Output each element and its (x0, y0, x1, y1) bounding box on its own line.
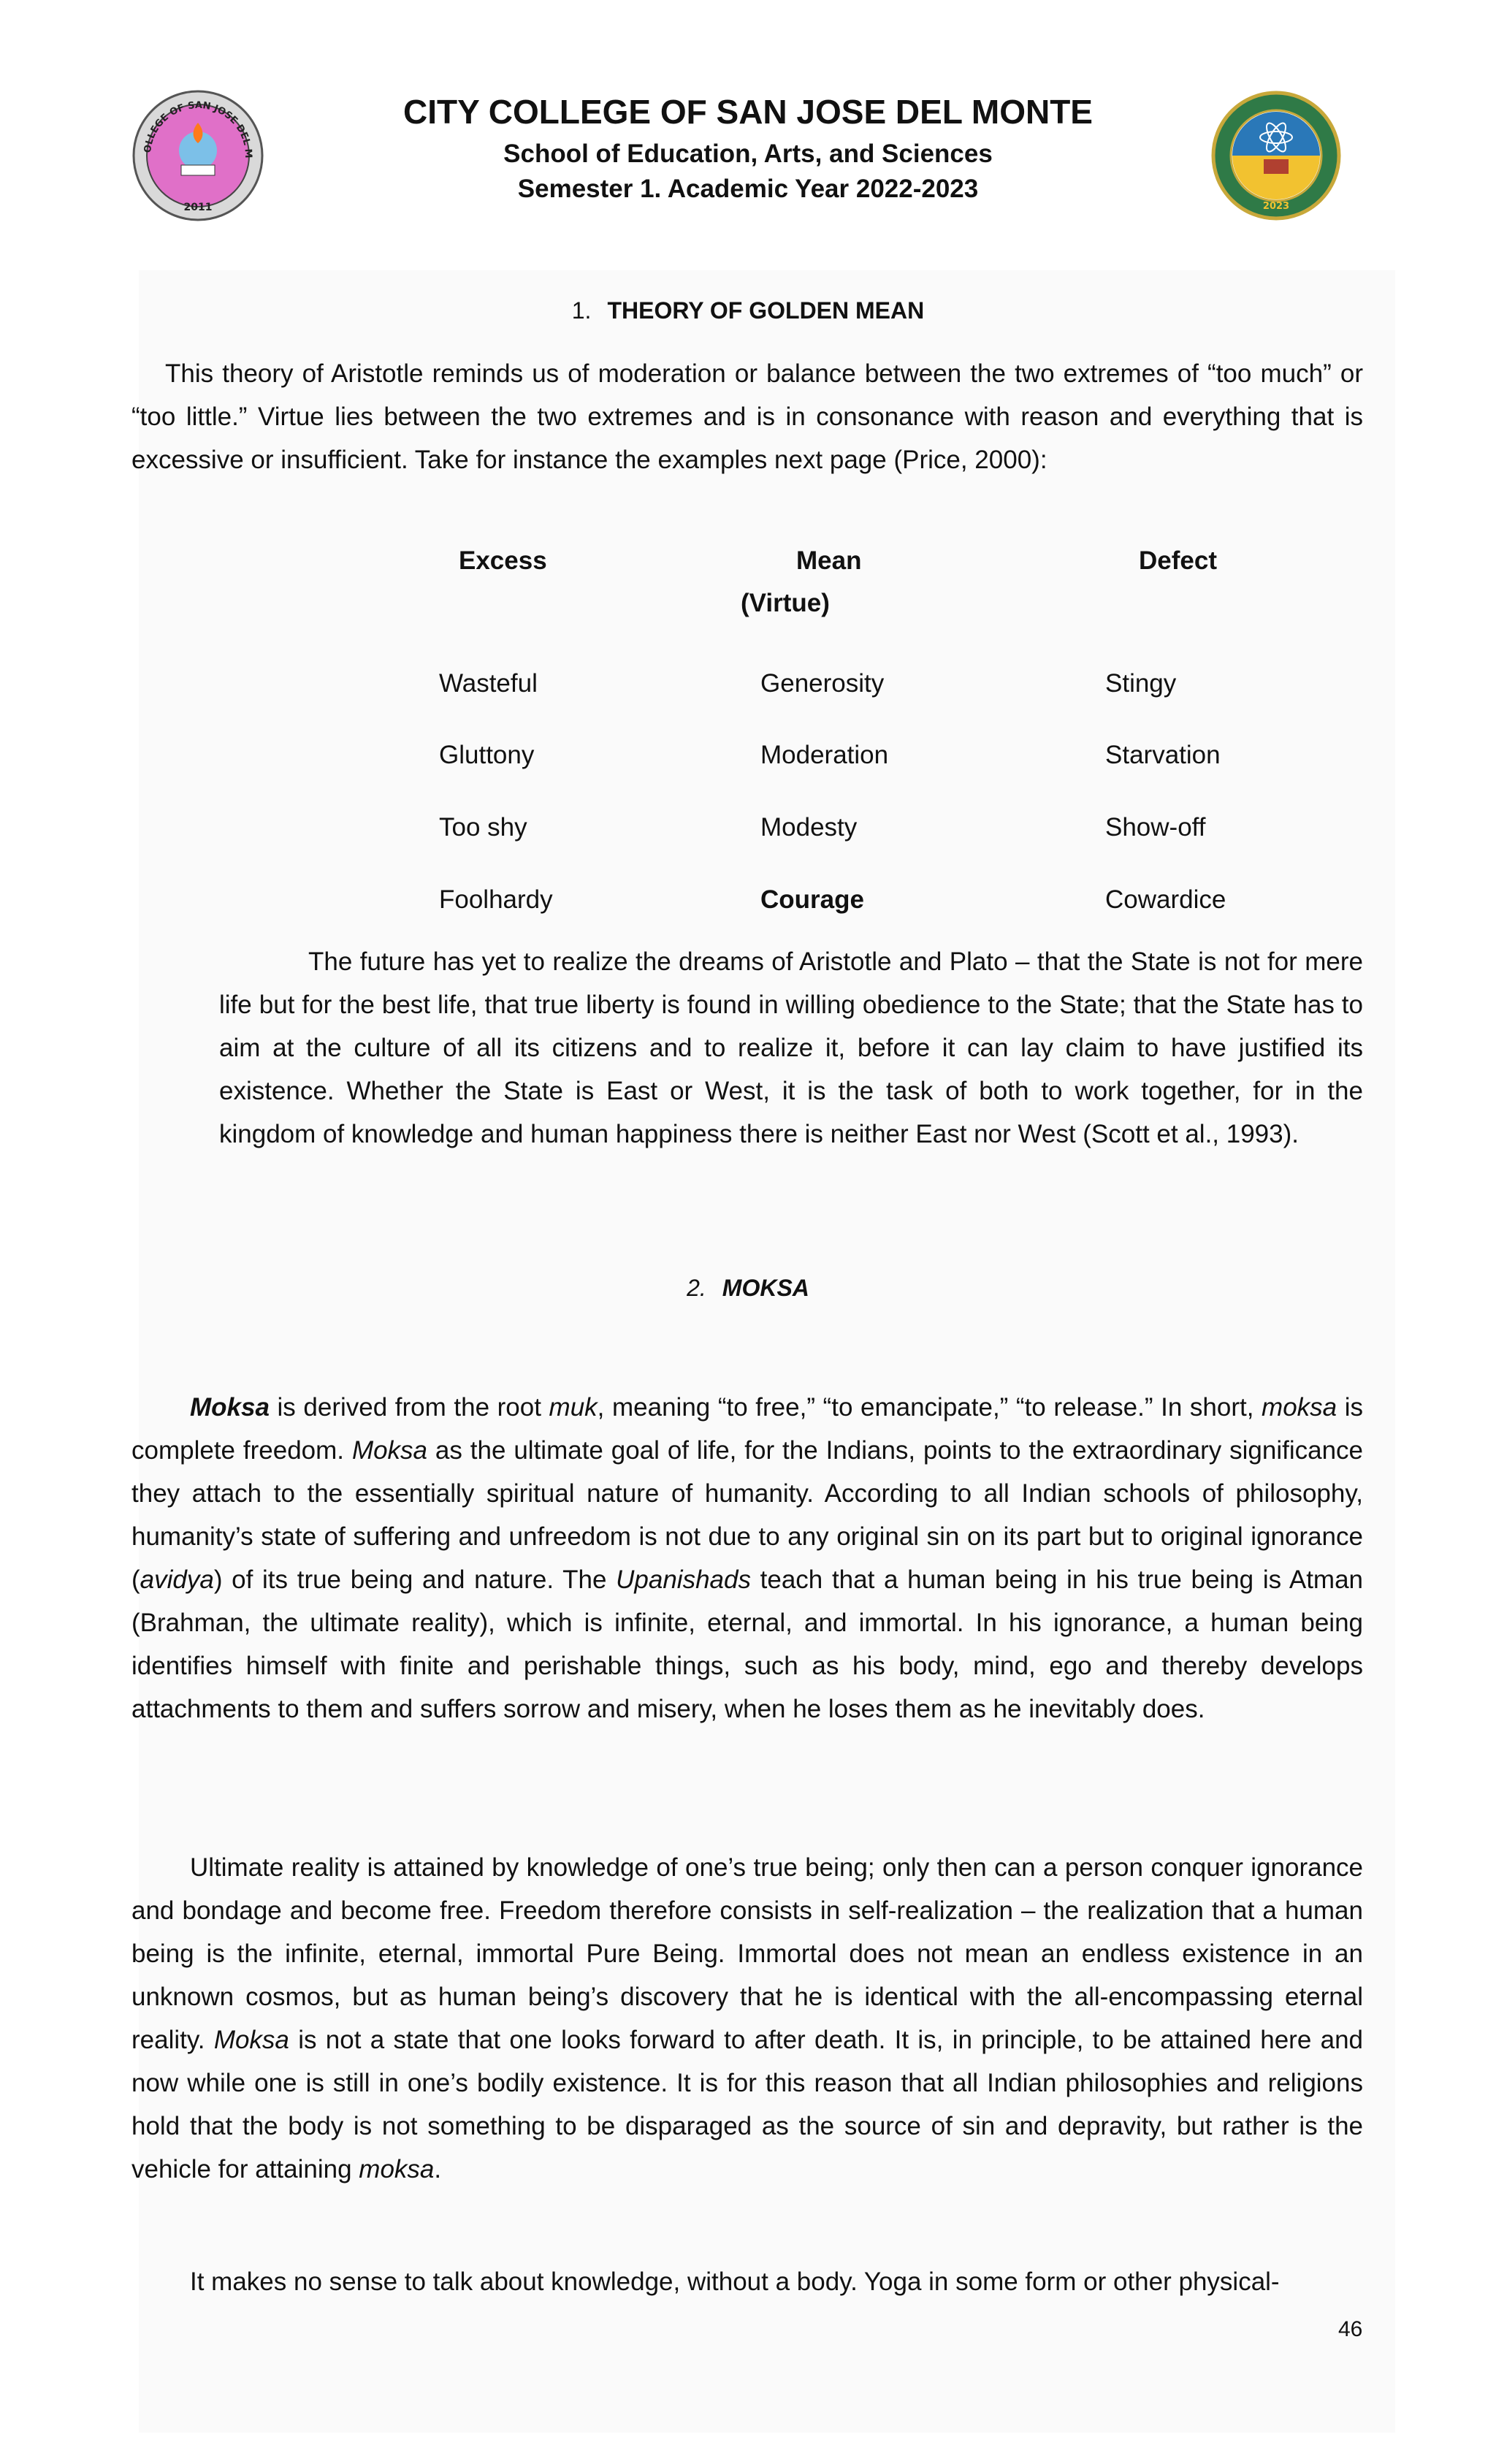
text-run: Moksa (351, 1436, 428, 1465)
text-run: muk (549, 1393, 598, 1422)
semester-line: Semester 1. Academic Year 2022-2023 (517, 175, 979, 203)
section-1-number: 1. (571, 297, 592, 324)
section-2-heading (0, 1275, 1496, 1302)
section-1-title: THEORY OF GOLDEN MEAN (607, 297, 925, 324)
table-cell: Moderation (760, 741, 889, 769)
col-header-mean-sub: (Virtue) (741, 589, 830, 617)
text-run: teach that a human being in his true being is Atman (Brahman, the ultimate reality), which is infinite, eternal, and immortal. In his ignorance, a human being identifies himself with finite and perishable things, such as his body, mind, ego and thereby develops attachments to them and suffers sorrow and misery, when he loses them as he inevitably does. (131, 1565, 1364, 1723)
section-1-heading (0, 297, 1496, 324)
table-cell: Cowardice (1105, 885, 1226, 914)
text-run: as the ultimate goal of life, for the Indians, points to the extraordinary significance they attach to the essentially spiritual nature of humanity. According to all Indian schools of philosophy, humanity’s state of suffering and unfreedom is not due to any original sin on its part but to original ignorance ( (131, 1436, 1363, 1594)
left-logo-year: 2011 (183, 202, 213, 213)
moksa-term: Moksa (190, 1393, 270, 1422)
table-cell: Wasteful (439, 669, 538, 698)
college-name: CITY COLLEGE OF SAN JOSE DEL MONTE (403, 93, 1093, 131)
text-run: Moksa (213, 2026, 289, 2054)
text-run: is not a state that one looks forward to after death. It is, in principle, to be attained here and now while one is still in one’s bodily existence. It is for this reason that all Indian philosophies and religions hold that the body is not something to be disparaged as the source of sin and depravity, but rather is the vehicle for attaining (131, 2026, 1364, 2183)
table-cell: Stingy (1105, 669, 1177, 698)
school-name: School of Education, Arts, and Sciences (503, 140, 993, 168)
text-run: Ultimate reality is attained by knowledge of one’s true being; only then can a person conquer ignorance and bondage and become free. Freedom therefore consists in self-realization – the realization that a human being is the infinite, eternal, immortal Pure Being. Immortal does not mean an endless existence in an unknown cosmos, but as human being’s discovery that he is identical with the all-encompassing eternal reality. (131, 1853, 1363, 2054)
text-run: . (434, 2155, 442, 2183)
page-number: 46 (1338, 2317, 1363, 2341)
col-header-defect: Defect (1139, 546, 1217, 575)
moksa-paragraph-3: It makes no sense to talk about knowledge, without a body. Yoga in some form or other physical- (190, 2267, 1280, 2296)
virtue-table (438, 546, 1388, 934)
right-logo-year: 2023 (1262, 201, 1290, 212)
table-cell: Gluttony (439, 741, 535, 769)
text-run: is derived from the root (269, 1393, 549, 1422)
table-cell: Modesty (760, 813, 858, 842)
text-run: moksa (1262, 1393, 1337, 1422)
text-run: avidya (140, 1565, 214, 1594)
text-run: ) of its true being and nature. The (213, 1565, 617, 1594)
table-cell: Courage (760, 885, 864, 914)
text-run: Upanishads (616, 1565, 751, 1594)
text-run: is complete freedom. (131, 1393, 1364, 1465)
text-run: , meaning “to free,” “to emancipate,” “to release.” In short, (597, 1393, 1262, 1422)
moksa-paragraph-1 (131, 1386, 1363, 1731)
golden-mean-closing: The future has yet to realize the dreams of Aristotle and Plato – that the State is not for mere life but for the best life, that true liberty is found in willing obedience to the State; that the State has to aim at the culture of all its citizens and to realize it, before it can lay claim to have justified its existence. Whether the State is East or West, it is the task of both to work together, for in the kingdom of knowledge and human happiness there is neither East nor West (Scott et al., 1993). (219, 947, 1363, 1148)
table-cell: Show-off (1105, 813, 1206, 842)
table-cell: Foolhardy (439, 885, 553, 914)
section-2-title: MOKSA (722, 1275, 809, 1301)
table-cell: Generosity (760, 669, 885, 698)
col-header-excess: Excess (459, 546, 547, 575)
moksa-paragraph-2 (131, 1846, 1363, 2191)
table-cell: Too shy (439, 813, 527, 842)
col-header-mean: Mean (796, 546, 862, 575)
section-2-number: 2. (687, 1275, 706, 1301)
left-logo-text: OLLEGE OF SAN JOSE DEL M (142, 99, 254, 159)
golden-mean-intro: This theory of Aristotle reminds us of moderation or balance between the two extremes of “too much” or “too little.” Virtue lies between the two extremes and is in consonance with reason and everything that is excessive or insufficient. Take for instance the examples next page (Price, 2000): (131, 359, 1363, 474)
text-run: moksa (359, 2155, 435, 2183)
table-cell: Starvation (1105, 741, 1221, 769)
